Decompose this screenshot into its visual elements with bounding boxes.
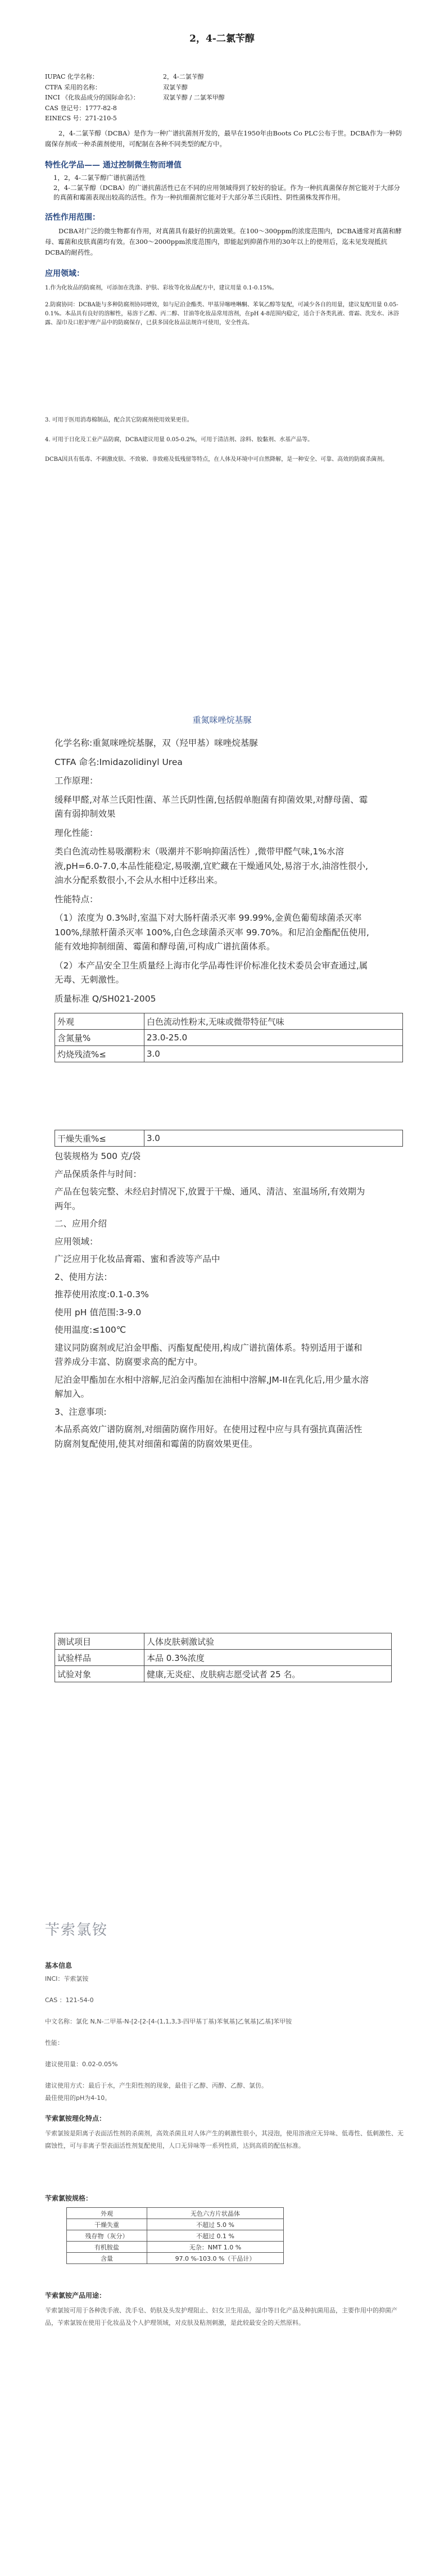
usage-line: 尼泊金甲酯加在水相中溶解,尼泊金丙酯加在油相中溶解,JM-II在乳化后,用少量水溶解加入。 — [55, 1374, 369, 1399]
table-row: 有机胺盐 无杂：NMT 1.0 % — [67, 2242, 284, 2253]
meta-row: CAS 登记号：1777-82-8 — [45, 104, 117, 112]
urea-usage — [55, 1149, 369, 1451]
usage-line: 产品在包装完整、未经启封情况下,放置于干燥、通风、清洁、室温场所,有效期为两年。 — [55, 1187, 365, 1211]
info-line: 最佳使用的pH为4-10。 — [45, 2094, 111, 2102]
table-row: 试验对象 健康,无炎症、皮肤病志愿受试者 25 名。 — [55, 1666, 392, 1682]
usage-line: 推荐使用浓度:0.1-0.3% — [55, 1289, 149, 1300]
urea-intro — [55, 736, 369, 1006]
table-row: 试验样品 本品 0.3%浓度 — [55, 1650, 392, 1666]
intro-line: 化学名称:重氮咪唑烷基脲，双（羟甲基）咪唑烷基脲 — [55, 738, 258, 748]
dcba-section — [0, 0, 444, 641]
table-row: 外观 白色流动性粉末,无味或微带特征气味 — [55, 1013, 403, 1030]
app-item: DCBA因具有低毒、不刺激皮肤、不致敏、非致癌及低残留等特点，在人体及环境中可自然降解，是一种安全、可靠、高效的防腐杀菌剂。 — [45, 456, 388, 463]
info-heading: 基本信息 — [45, 1962, 73, 1970]
intro-line: CTFA 命名:Imidazolidinyl Urea — [55, 757, 183, 767]
benzethonium-spec-table — [66, 2207, 284, 2264]
app-item: 1.作为化妆品的防腐剂，可添加在洗涤、护肤、彩妆等化妆品配方中，建议用量 0.1-0.15%。 — [45, 285, 278, 291]
info-line: 性能： — [45, 2039, 64, 2047]
imidazolidinyl-urea-section — [0, 641, 444, 1838]
feature-point: 2，4-二氯苄醇（DCBA）的广谱抗菌活性已在不同的应用领域得到了较好的验证。作为一种抗真菌保存剂它能对于大部分的真菌和霉菌表现出较高的活性。作为一种抗细菌剂它能对于大部分革兰氏阳性、阴性菌株发挥作用。 — [53, 183, 400, 201]
info-line: 建议使用量：0.02-0.05% — [45, 2061, 118, 2068]
info-line: CAS ：121-54-0 — [45, 1996, 94, 2004]
intro-line: （1）浓度为 0.3%时,室温下对大肠杆菌杀灭率 99.99%,金黄色葡萄球菌杀灭率 100%,绿脓杆菌杀灭率 100%,白色念球菌杀灭率 99.70%。和尼泊金酯配伍使用,能有效地抑制细菌、霉菌和酵母菌,可构成广谱抗菌体系。 — [55, 913, 369, 952]
range-heading: 活性作用范围： — [45, 213, 100, 222]
info-line: 建议使用方式：最后于水，产生阳性剂的现象，最佳于乙醇、丙醇、乙醇、氯仿。 — [45, 2082, 268, 2089]
usage-line: 应用领域： — [55, 1236, 98, 1247]
use-heading: 苄索氯铵产品用途： — [45, 2292, 106, 2299]
usage-line: 产品保质条件与时间： — [55, 1169, 142, 1179]
usage-line: 3、注意事项: — [55, 1406, 107, 1417]
dcba-title: 2，4-二氯苄醇 — [189, 33, 255, 44]
range-text: DCBA对广泛的微生物都有作用，对真菌具有最好的抗菌效果。在100～300ppm的浓度范围内，DCBA通常对真菌和酵母、霉菌和皮肤真菌均有效。在300～2000ppm浓度范围内，即能起到抑菌作用的30年以上的使用后，迄未见发现抵抗DCBA的耐药性。 — [45, 227, 402, 256]
feature-heading: 特性化学品—— 通过控制微生物而增值 — [45, 161, 182, 170]
usage-line: 本品系高效广谱防腐剂,对细菌防腐作用好。在使用过程中应与具有强抗真菌活性防腐剂复配使用,使其对细菌和霉菌的防腐效果更佳。 — [55, 1424, 363, 1449]
feature-heading: 苄索氯铵理化特点： — [45, 2115, 106, 2122]
intro-line: 质量标准 Q/SH021-2005 — [55, 993, 156, 1004]
usage-line: 包装规格为 500 克/袋 — [55, 1151, 141, 1161]
table-row: 灼烧残渣%≤ 3.0 — [55, 1046, 403, 1062]
info-line: 中文名称：氯化 N,N-二甲基-N-[2-[2-[4-(1,1,3,3-四甲基丁基)苯氧基]乙氧基]乙基]苯甲铵 — [45, 2018, 292, 2025]
app-item: 3. 可用于医用消毒棉制品，配合其它防腐剂使用效果更佳。 — [45, 417, 193, 423]
irritation-test-table — [55, 1633, 392, 1682]
table-row: 含氮量% 23.0-25.0 — [55, 1030, 403, 1046]
feature-point: 1，2，4-二氯苄醇广谱抗菌活性 — [53, 174, 146, 182]
table-row: 残存物（灰分） 不超过 0.1 % — [67, 2230, 284, 2242]
intro-line: 性能特点： — [55, 894, 98, 904]
intro-line: （2）本产品安全卫生质量经上海市化学品毒性评价标准化技术委员会审查通过,属无毒、无刺激性。 — [55, 960, 368, 985]
meta-row: CTFA 采用的名称： 双氯苄醇 — [45, 83, 188, 91]
app-item: 2.防腐协同：DCBA能与多种防腐剂协同增效，如与尼泊金酯类、甲基异噻唑啉酮、苯氧乙醇等复配，可减少各自的用量，建议复配用量 0.05-0.1%。本品具有良好的溶解性，易溶于乙醇、丙二醇、甘油等化妆品常用溶剂，在pH 4-8范围内稳定，适合于各类乳液、膏霜、洗发水、沐浴露、湿巾及口腔护理产品中的防腐保存，已获多国化妆品法规许可使用，安全性高。 — [45, 302, 399, 326]
app-item: 4. 可用于日化及工业产品防腐，DCBA建议用量 0.05-0.2%，可用于清洁剂、涂料、胶黏剂、水基产品等。 — [45, 437, 314, 443]
meta-row: EINECS 号：271-210-5 — [45, 115, 117, 122]
info-block — [45, 1973, 405, 2104]
urea-title: 重氮咪唑烷基脲 — [192, 715, 252, 725]
table-row: 含量 97.0 %-103.0 %（干品计） — [67, 2253, 284, 2264]
usage-line: 使用温度:≤100℃ — [55, 1325, 126, 1335]
quality-spec-table — [55, 1013, 403, 1062]
usage-line: 广泛应用于化妆品膏霜、蜜和香波等产品中 — [55, 1254, 220, 1264]
table-row: 测试项目 人体皮肤刺激试验 — [55, 1633, 392, 1650]
feature-text: 苄索氯铵是阳离子表面活性剂的杀菌剂，高效杀菌且对人体产生的刺激性很小，其浸泡，使用溶液应无异味、低毒性、低刺激性、无腐蚀性，可与非离子型表面活性剂复配使用，人口无异味等一系列性质，达到高质的配伍标准。 — [45, 2130, 404, 2149]
spec-heading: 苄索氯铵规格： — [45, 2194, 93, 2202]
dcba-meta — [45, 72, 416, 124]
feature-points — [53, 173, 402, 203]
benzethonium-section — [0, 1838, 444, 2576]
table-row: 外观 无色六方片状晶体 — [67, 2208, 284, 2219]
intro-line: 理化性能： — [55, 827, 98, 838]
intro-line: 工作原理： — [55, 776, 98, 786]
usage-line: 使用 pH 值范围:3-9.0 — [55, 1307, 142, 1318]
usage-line: 建议同防腐剂或尼泊金甲酯、丙酯复配使用,构成广谱抗菌体系。特别适用于谨和营养成分丰富、防腐要求高的配方中。 — [55, 1342, 363, 1367]
meta-row: IUPAC 化学名称： 2，4-二氯苄醇 — [45, 73, 204, 80]
table-row: 干燥失重 不超过 5.0 % — [67, 2219, 284, 2230]
usage-line: 二、应用介绍 — [55, 1219, 107, 1229]
use-text: 苄索氯铵可用于各种洗手液、洗手皂、奶肤及头发护理阻止、妇女卫生用品，湿巾等日化产品及种抗菌用品，主要作用中的抑菌产品，苄索氯铵在使用于化妆品及个人护理领域，对皮肤及粘剂刺激，是此较最安全的天然原料。 — [45, 2307, 397, 2326]
benzethonium-title: 苄索氯铵 — [45, 1922, 108, 1939]
intro-line: 类白色流动性易吸潮粉末（吸潮并不影响抑菌活性）,微带甲醛气味,1%水溶液,pH=6.0-7.0,本品性能稳定,易吸潮,宜贮藏在干燥通风处,易溶于水,油溶性很小,油水分配系数很小,不会从水相中迁移出来。 — [55, 846, 368, 885]
table-row: 干燥失重%≤ 3.0 — [55, 1130, 403, 1147]
dcba-intro: 2，4-二氯苄醇（DCBA）是作为一种广谱抗菌剂开发的，最早在1950年由Boots Co PLC公布于世。DCBA作为一种防腐保存剂或一种杀菌剂使用，可配制在各种不同类型的配方中。 — [45, 129, 402, 148]
app-heading: 应用领域： — [45, 269, 84, 278]
intro-line: 缓释甲醛,对革兰氏阳性菌、革兰氏阴性菌,包括假单胞菌有抑菌效果,对酵母菌、霉菌有弱抑制效果 — [55, 794, 368, 819]
usage-line: 2、使用方法： — [55, 1271, 112, 1282]
loss-on-drying-table — [55, 1130, 403, 1147]
info-line: INCI：苄索氯铵 — [45, 1975, 89, 1982]
meta-row: INCI 《化妆品成分的国际命名》： 双氯苄醇 / 二氯苯甲醇 — [45, 94, 225, 101]
